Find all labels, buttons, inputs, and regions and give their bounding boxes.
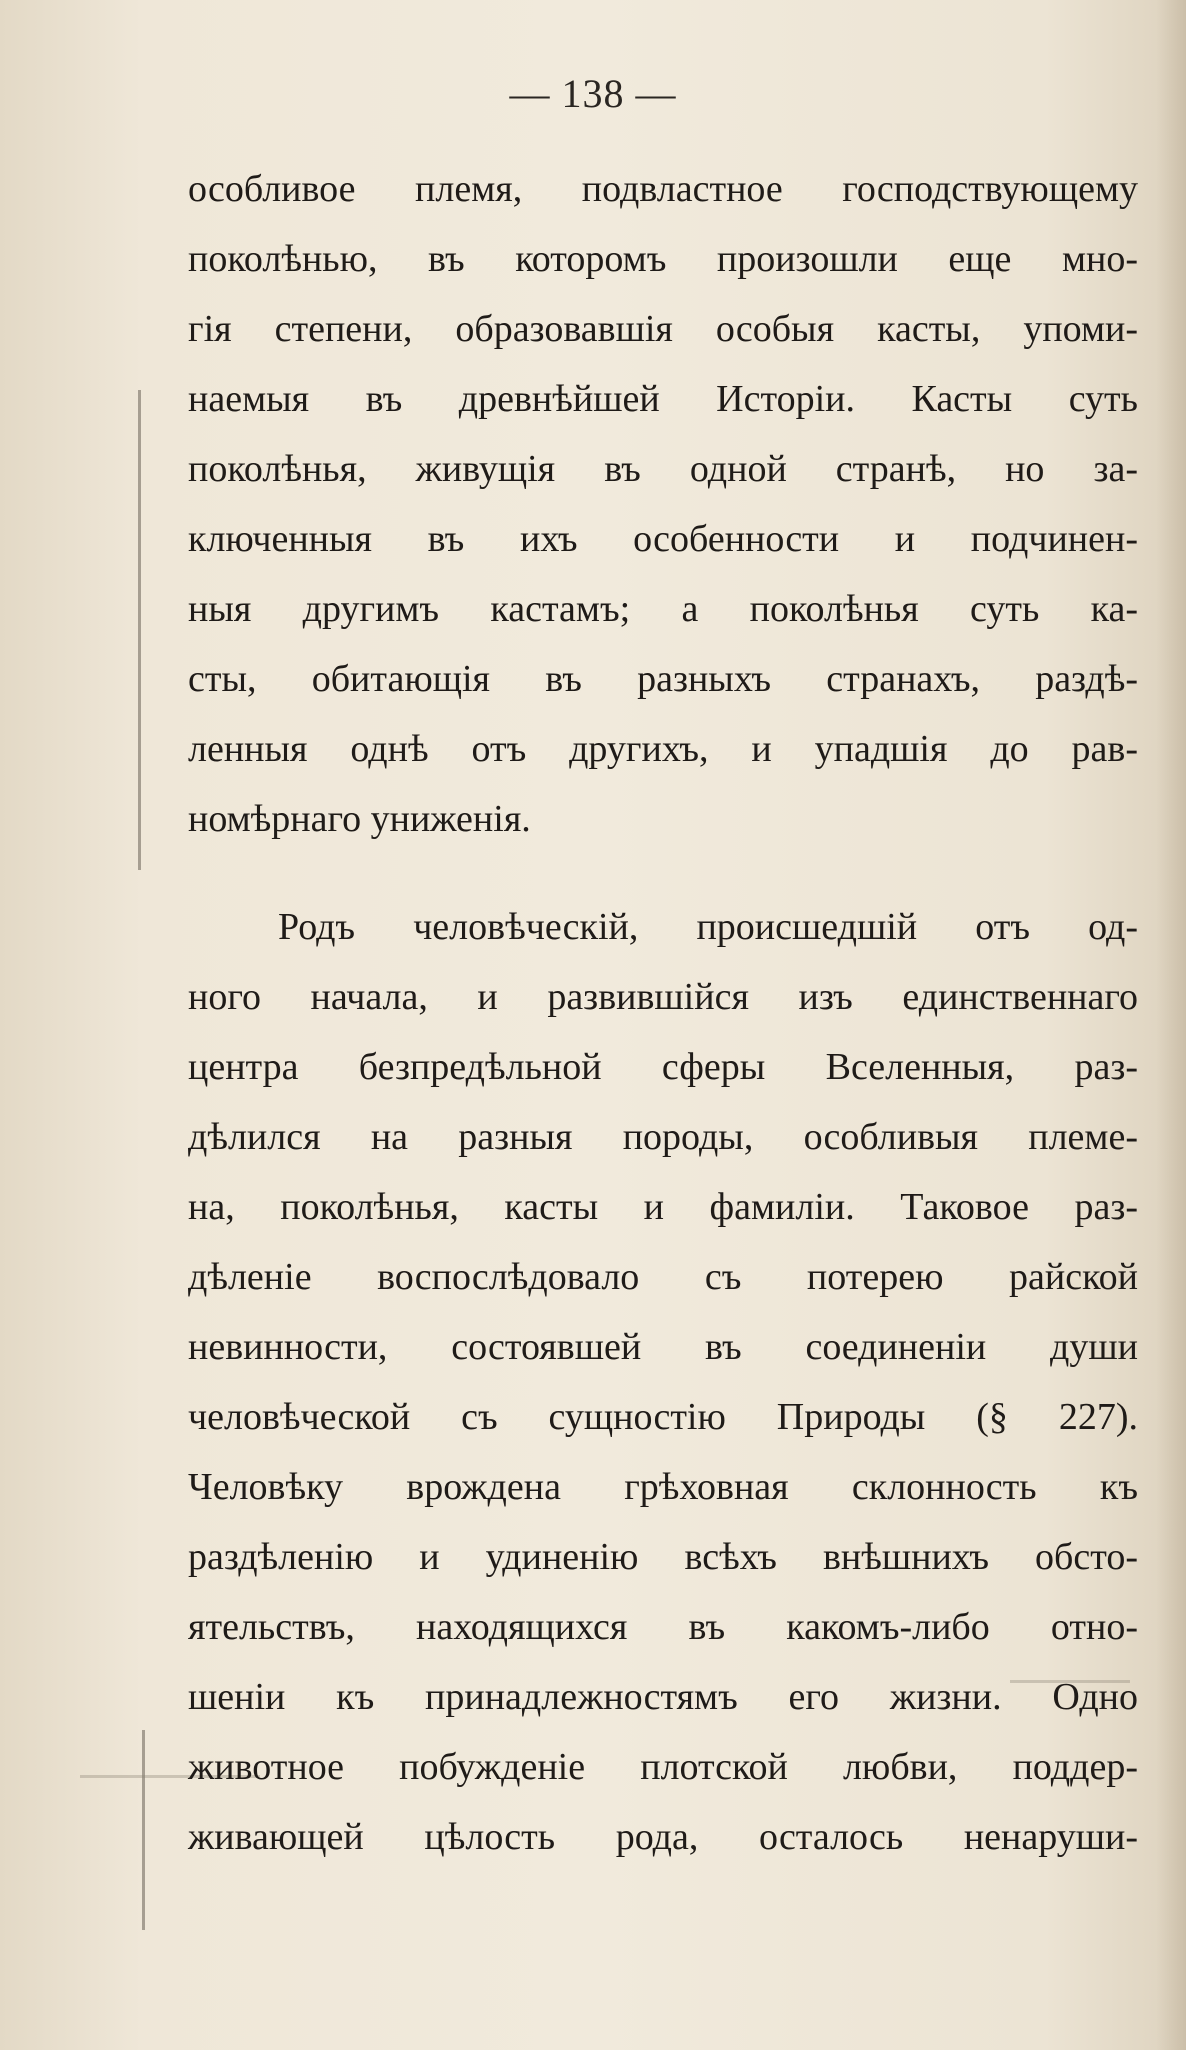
- text-line: шеніи къ принадлежностямъ его жизни. Одно: [188, 1676, 1138, 1718]
- text-line: живающей цѣлость рода, осталось ненаруши-: [188, 1816, 1138, 1858]
- text-line: ленныя однѣ отъ другихъ, и упадшія до рав-: [188, 728, 1138, 770]
- text-line: невинности, состоявшей въ соединеніи души: [188, 1326, 1138, 1368]
- text-line: животное побужденіе плотской любви, поддер-: [188, 1746, 1138, 1788]
- text-line: раздѣленію и удиненію всѣхъ внѣшнихъ обсто-: [188, 1536, 1138, 1578]
- text-line: дѣленіе воспослѣдовало съ потерею райской: [188, 1256, 1138, 1298]
- text-line: ятельствъ, находящихся въ какомъ-либо отно-: [188, 1606, 1138, 1648]
- text-line: сты, обитающія въ разныхъ странахъ, раздѣ-: [188, 658, 1138, 700]
- text-line: ныя другимъ кастамъ; а поколѣнья суть ка-: [188, 588, 1138, 630]
- page-edge-shadow: [1156, 0, 1186, 2050]
- text-line: человѣческой съ сущностію Природы (§ 227).: [188, 1396, 1138, 1438]
- text-line: наемыя въ древнѣйшей Исторіи. Касты суть: [188, 378, 1138, 420]
- text-line: Человѣку врождена грѣховная склонность къ: [188, 1466, 1138, 1508]
- text-line: дѣлился на разныя породы, особливыя племе-: [188, 1116, 1138, 1158]
- margin-pencil-mark: [138, 390, 141, 870]
- text-line: Родъ человѣческій, происшедшій отъ од-: [278, 906, 1138, 948]
- margin-pencil-mark-lower: [142, 1730, 145, 1930]
- text-line: особливое племя, подвластное господствующему: [188, 168, 1138, 210]
- text-line: номѣрнаго униженія.: [188, 798, 531, 840]
- text-line: гія степени, образовавшія особыя касты, упоми-: [188, 308, 1138, 350]
- text-line: на, поколѣнья, касты и фамиліи. Таковое раз-: [188, 1186, 1138, 1228]
- text-line: ного начала, и развившійся изъ единственнаго: [188, 976, 1138, 1018]
- text-line: ключенныя въ ихъ особенности и подчинен-: [188, 518, 1138, 560]
- text-line: поколѣнья, живущія въ одной странѣ, но за-: [188, 448, 1138, 490]
- text-line: центра безпредѣльной сферы Вселенныя, раз-: [188, 1046, 1138, 1088]
- page-number: — 138 —: [509, 71, 677, 116]
- text-line: поколѣнью, въ которомъ произошли еще мно-: [188, 238, 1138, 280]
